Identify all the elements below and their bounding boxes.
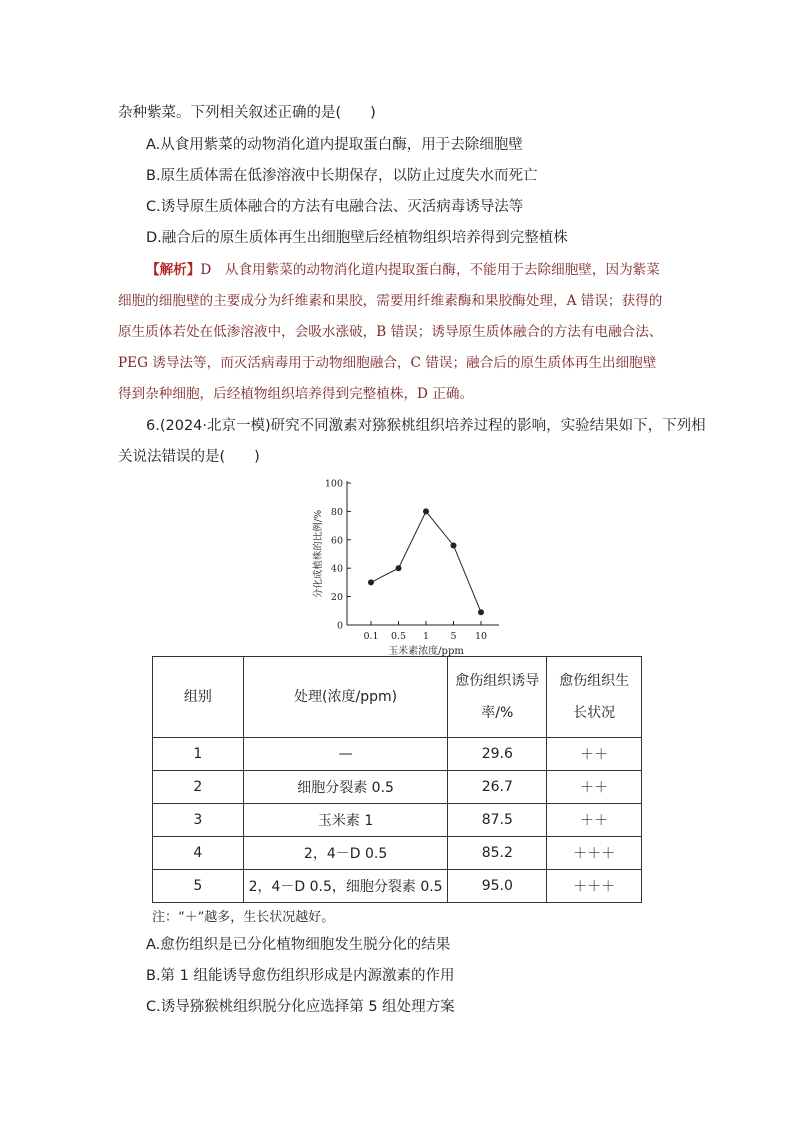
cell-group: 2 xyxy=(153,771,244,804)
cell-treatment: 细胞分裂素 0.5 xyxy=(243,771,448,804)
results-table xyxy=(152,656,642,903)
cell-rate: 85.2 xyxy=(448,837,547,870)
cell-group: 3 xyxy=(153,804,244,837)
q5-option-d: D.融合后的原生质体再生出细胞壁后经植物组织培养得到完整植株 xyxy=(146,230,568,246)
header-growth-line-2: 长状况 xyxy=(573,705,616,721)
series-line xyxy=(371,511,481,612)
table-header-row xyxy=(153,657,642,738)
data-point xyxy=(478,609,484,615)
header-group: 组别 xyxy=(153,657,244,738)
q6-option-b: B.第 1 组能诱导愈伤组织形成是内源激素的作用 xyxy=(146,968,455,984)
cell-growth: ＋＋＋ xyxy=(547,837,642,870)
cell-growth: ＋＋ xyxy=(547,804,642,837)
analysis-text: D 从食用紫菜的动物消化道内提取蛋白酶，不能用于去除细胞壁，因为紫菜 xyxy=(200,262,660,278)
x-tick-label: 0.1 xyxy=(363,631,379,642)
cell-growth: ＋＋＋ xyxy=(547,870,642,903)
x-tick-label: 0.5 xyxy=(390,631,407,642)
y-tick-label: 80 xyxy=(330,506,343,518)
table-row xyxy=(153,771,642,804)
y-tick-label: 20 xyxy=(330,592,343,604)
q5-analysis-line-3: 原生质体若处在低渗溶液中，会吸水涨破，B 错误；诱导原生质体融合的方法有电融合法、 xyxy=(118,324,663,340)
q5-option-c: C.诱导原生质体融合的方法有电融合法、灭活病毒诱导法等 xyxy=(146,199,524,215)
header-growth-line-1: 愈伤组织生 xyxy=(559,673,630,689)
cell-treatment: 玉米素 1 xyxy=(243,804,448,837)
cell-growth: ＋＋ xyxy=(547,738,642,771)
y-tick-label: 60 xyxy=(330,535,343,547)
table-row xyxy=(153,804,642,837)
q5-analysis-line-4: PEG 诱导法等，而灭活病毒用于动物细胞融合，C 错误；融合后的原生质体再生出细胞壁 xyxy=(118,355,657,371)
x-tick-label: 5 xyxy=(450,631,457,642)
data-point xyxy=(451,542,457,548)
header-induction-rate xyxy=(448,657,547,738)
x-tick-label: 10 xyxy=(474,631,488,642)
cell-rate: 29.6 xyxy=(448,738,547,771)
q6-option-a: A.愈伤组织是已分化植物细胞发生脱分化的结果 xyxy=(146,937,451,953)
cell-rate: 26.7 xyxy=(448,771,547,804)
q5-option-a: A.从食用紫菜的动物消化道内提取蛋白酶，用于去除细胞壁 xyxy=(146,137,523,153)
data-point xyxy=(423,508,429,514)
y-tick-label: 0 xyxy=(336,620,343,632)
cell-group: 1 xyxy=(153,738,244,771)
data-point xyxy=(396,565,402,571)
y-axis-label: 分化成植株的比例/% xyxy=(313,509,324,599)
cell-treatment: — xyxy=(243,738,448,771)
cell-treatment: 2，4－D 0.5 xyxy=(243,837,448,870)
q5-option-b: B.原生质体需在低渗溶液中长期保存，以防止过度失水而死亡 xyxy=(146,168,538,184)
q5-stem-end: 杂种紫菜。下列相关叙述正确的是( ) xyxy=(118,105,376,121)
cell-treatment: 2，4－D 0.5，细胞分裂素 0.5 xyxy=(243,870,448,903)
y-tick-label: 40 xyxy=(330,563,343,575)
table-row xyxy=(153,870,642,903)
cell-rate: 95.0 xyxy=(448,870,547,903)
cell-growth: ＋＋ xyxy=(547,771,642,804)
data-point xyxy=(368,579,374,585)
header-growth xyxy=(547,657,642,738)
x-axis-label: 玉米素浓度/ppm xyxy=(388,646,464,656)
cell-group: 4 xyxy=(153,837,244,870)
table-row xyxy=(153,837,642,870)
analysis-tag: 【解析】 xyxy=(146,262,201,278)
q5-analysis-line-5: 得到杂种细胞，后经植物组织培养得到完整植株，D 正确。 xyxy=(118,386,474,402)
header-treatment: 处理(浓度/ppm) xyxy=(243,657,448,738)
q5-analysis-line-1 xyxy=(146,260,660,280)
line-chart xyxy=(300,470,510,656)
q5-analysis-line-2: 细胞的细胞壁的主要成分为纤维素和果胶，需要用纤维素酶和果胶酶处理，A 错误；获得的 xyxy=(118,293,663,309)
x-tick-label: 1 xyxy=(422,631,430,642)
y-tick-label: 100 xyxy=(324,478,343,490)
header-induction-rate-line-1: 愈伤组织诱导 xyxy=(455,673,540,689)
q6-option-c: C.诱导猕猴桃组织脱分化应选择第 5 组处理方案 xyxy=(146,999,455,1015)
cell-rate: 87.5 xyxy=(448,804,547,837)
q6-stem-line-2: 关说法错误的是( ) xyxy=(118,449,260,465)
cell-group: 5 xyxy=(153,870,244,903)
table-row xyxy=(153,738,642,771)
header-induction-rate-line-2: 率/% xyxy=(481,705,514,721)
table-note: 注：“＋”越多，生长状况越好。 xyxy=(152,910,335,925)
q6-stem-line-1: 6.(2024·北京一模)研究不同激素对猕猴桃组织培养过程的影响，实验结果如下，下列相 xyxy=(146,418,706,434)
